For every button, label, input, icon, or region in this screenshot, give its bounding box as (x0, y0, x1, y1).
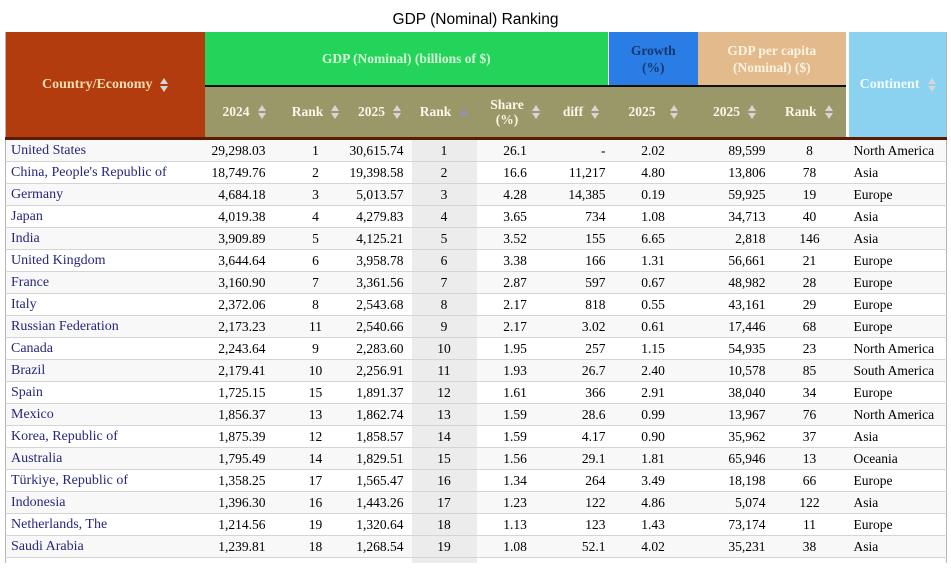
cell-growth-2025: 4.80 (609, 162, 698, 184)
sort-arrows-icon (160, 78, 168, 92)
group-header-growth (609, 32, 698, 86)
column-header-gdp-2025-label: 2025 (358, 104, 385, 119)
cell-per-capita-rank: 66 (772, 470, 848, 492)
cell-gdp-2025: 4,279.83 (348, 206, 412, 228)
cell-growth-2025: 0.99 (609, 404, 698, 426)
cell-rank-2024: 17 (284, 470, 348, 492)
cell-per-capita-2025: 5,074 (698, 492, 772, 514)
cell-diff: 818 (554, 294, 609, 316)
cell-continent: Europe (848, 272, 947, 294)
cell-growth-2025: 4.86 (609, 492, 698, 514)
cell-gdp-2024: 1,795.49 (205, 448, 284, 470)
cell-rank-2024: 8 (284, 294, 348, 316)
group-header-gdp-label: GDP (Nominal) (billions of $) (321, 50, 491, 66)
cell-rank-2025: 15 (412, 448, 477, 470)
column-header-share-unit: (%) (495, 112, 519, 127)
cell-diff: 155 (554, 228, 609, 250)
column-header-rank-2024-label: Rank (291, 104, 324, 119)
cell-growth-2025: 1.81 (609, 448, 698, 470)
column-header-gdp-2024[interactable] (205, 86, 284, 139)
cell-gdp-2024: 3,909.89 (205, 228, 284, 250)
table-row (6, 448, 947, 470)
cell-gdp-2025: 2,283.60 (348, 338, 412, 360)
cell-per-capita-rank: 68 (772, 316, 848, 338)
cell-growth-2025 (609, 558, 698, 564)
cell-continent: Asia (848, 536, 947, 558)
cell-share: 1.23 (477, 492, 554, 514)
cell-diff: 122 (554, 492, 609, 514)
cell-rank-2024: 4 (284, 206, 348, 228)
cell-continent: Oceania (848, 448, 947, 470)
cell-rank-2025: 5 (412, 228, 477, 250)
cell-rank-2024: 1 (284, 139, 348, 162)
cell-diff: - (554, 139, 609, 162)
column-header-growth-2025[interactable] (609, 86, 698, 139)
cell-per-capita-rank: 40 (772, 206, 848, 228)
cell-gdp-2024: 1,725.15 (205, 382, 284, 404)
column-header-diff[interactable] (554, 86, 609, 139)
cell-gdp-2025 (348, 558, 412, 564)
cell-rank-2025: 17 (412, 492, 477, 514)
column-header-country[interactable] (6, 32, 205, 139)
cell-gdp-2024: 2,372.06 (205, 294, 284, 316)
table-row (6, 470, 947, 492)
column-header-per-capita-rank[interactable] (772, 86, 848, 139)
table-row (6, 184, 947, 206)
cell-growth-2025: 2.02 (609, 139, 698, 162)
cell-gdp-2024: 1,856.37 (205, 404, 284, 426)
country-link[interactable]: Germany (6, 184, 205, 206)
cell-per-capita-rank: 37 (772, 426, 848, 448)
cell-per-capita-2025: 73,174 (698, 514, 772, 536)
cell-rank-2024: 5 (284, 228, 348, 250)
column-header-rank-2025[interactable] (412, 86, 477, 139)
cell-share: 3.52 (477, 228, 554, 250)
group-header-gdp (205, 32, 609, 86)
country-link[interactable]: Mexico (6, 404, 205, 426)
column-header-per-capita-2025-label: 2025 (713, 104, 741, 119)
cell-gdp-2025: 2,540.66 (348, 316, 412, 338)
sort-arrows-icon (393, 105, 401, 119)
cell-per-capita-rank: 34 (772, 382, 848, 404)
country-link[interactable]: Russian Federation (6, 316, 205, 338)
cell-gdp-2024: 1,214.56 (205, 514, 284, 536)
cell-diff: 257 (554, 338, 609, 360)
cell-rank-2025 (412, 558, 477, 564)
country-link[interactable]: Australia (6, 448, 205, 470)
cell-rank-2024: 19 (284, 514, 348, 536)
cell-growth-2025: 0.19 (609, 184, 698, 206)
cell-continent: Europe (848, 514, 947, 536)
sort-arrows-icon (748, 105, 756, 119)
sort-arrows-icon (331, 105, 339, 119)
cell-gdp-2025: 3,361.56 (348, 272, 412, 294)
cell-diff: 52.1 (554, 536, 609, 558)
cell-gdp-2024: 3,644.64 (205, 250, 284, 272)
cell-rank-2024: 16 (284, 492, 348, 514)
cell-growth-2025: 6.65 (609, 228, 698, 250)
cell-share: 1.59 (477, 404, 554, 426)
cell-share: 1.34 (477, 470, 554, 492)
cell-per-capita-rank (772, 558, 848, 564)
cell-per-capita-2025: 18,198 (698, 470, 772, 492)
cell-rank-2024: 9 (284, 338, 348, 360)
table-row (6, 514, 947, 536)
cell-growth-2025: 4.02 (609, 536, 698, 558)
country-link[interactable]: Türkiye, Republic of (6, 470, 205, 492)
sort-arrows-icon (258, 105, 266, 119)
cell-share: 1.08 (477, 536, 554, 558)
cell-per-capita-rank: 23 (772, 338, 848, 360)
cell-rank-2024: 14 (284, 448, 348, 470)
country-link[interactable]: Spain (6, 382, 205, 404)
country-link[interactable]: Netherlands, The (6, 514, 205, 536)
cell-per-capita-rank: 8 (772, 139, 848, 162)
cell-growth-2025: 1.08 (609, 206, 698, 228)
cell-rank-2025: 14 (412, 426, 477, 448)
cell-share: 1.95 (477, 338, 554, 360)
cell-diff: 14,385 (554, 184, 609, 206)
cell-share: 1.13 (477, 514, 554, 536)
cell-per-capita-rank: 122 (772, 492, 848, 514)
cell-rank-2024: 13 (284, 404, 348, 426)
cell-per-capita-rank: 13 (772, 448, 848, 470)
partial-next-row (6, 558, 947, 564)
cell-share: 1.56 (477, 448, 554, 470)
cell-gdp-2024: 1,358.25 (205, 470, 284, 492)
page-title: GDP (Nominal) Ranking (392, 11, 559, 28)
country-link[interactable]: India (6, 228, 205, 250)
cell-gdp-2025: 19,398.58 (348, 162, 412, 184)
cell-per-capita-rank: 28 (772, 272, 848, 294)
cell-per-capita-rank: 76 (772, 404, 848, 426)
cell-gdp-2025: 30,615.74 (348, 139, 412, 162)
column-header-growth-2025-label: 2025 (628, 104, 656, 119)
country-link[interactable]: France (6, 272, 205, 294)
cell-growth-2025: 2.40 (609, 360, 698, 382)
cell-rank-2024: 18 (284, 536, 348, 558)
cell-rank-2024: 10 (284, 360, 348, 382)
cell-rank-2025: 7 (412, 272, 477, 294)
cell-rank-2024: 12 (284, 426, 348, 448)
cell-continent: Asia (848, 206, 947, 228)
column-header-share[interactable] (477, 86, 554, 139)
table-row (6, 139, 947, 162)
cell-per-capita-rank: 146 (772, 228, 848, 250)
cell-gdp-2024: 1,239.81 (205, 536, 284, 558)
cell-rank-2025: 3 (412, 184, 477, 206)
cell-diff: 597 (554, 272, 609, 294)
cell-gdp-2025: 3,958.78 (348, 250, 412, 272)
cell-gdp-2024: 4,684.18 (205, 184, 284, 206)
column-header-per-capita-rank-label: Rank (785, 104, 817, 119)
column-header-continent-label: Continent (859, 76, 920, 92)
group-header-per-capita (698, 32, 848, 86)
column-header-gdp-2024-label: 2024 (222, 104, 250, 119)
cell-growth-2025: 1.31 (609, 250, 698, 272)
cell-share: 3.38 (477, 250, 554, 272)
cell-share: 1.93 (477, 360, 554, 382)
cell-rank-2025: 6 (412, 250, 477, 272)
cell-continent: South America (848, 360, 947, 382)
group-header-per-capita-label: GDP per capita (727, 42, 817, 58)
cell-gdp-2024: 18,749.76 (205, 162, 284, 184)
cell-rank-2025: 12 (412, 382, 477, 404)
cell-share: 1.59 (477, 426, 554, 448)
cell-gdp-2024: 4,019.38 (205, 206, 284, 228)
cell-per-capita-2025: 10,578 (698, 360, 772, 382)
cell-gdp-2024: 2,179.41 (205, 360, 284, 382)
cell-continent: Asia (848, 426, 947, 448)
cell-per-capita-2025: 59,925 (698, 184, 772, 206)
cell-per-capita-rank: 11 (772, 514, 848, 536)
table-row (6, 382, 947, 404)
cell-per-capita-2025: 89,599 (698, 139, 772, 162)
cell-per-capita-rank: 29 (772, 294, 848, 316)
cell-continent: Europe (848, 382, 947, 404)
cell-growth-2025: 0.55 (609, 294, 698, 316)
cell-share (477, 558, 554, 564)
sort-arrows-icon (670, 105, 678, 119)
cell-gdp-2024: 29,298.03 (205, 139, 284, 162)
cell-diff: 28.6 (554, 404, 609, 426)
column-header-country-label: Country/Economy (42, 76, 153, 92)
country-link[interactable]: United States (6, 139, 205, 162)
cell-continent: North America (848, 139, 947, 162)
column-header-diff-label: diff (562, 104, 584, 119)
cell-diff: 3.02 (554, 316, 609, 338)
cell-gdp-2025: 2,543.68 (348, 294, 412, 316)
cell-per-capita-rank: 21 (772, 250, 848, 272)
cell-continent: Europe (848, 184, 947, 206)
cell-continent: Europe (848, 470, 947, 492)
cell-growth-2025: 3.49 (609, 470, 698, 492)
cell-continent: Europe (848, 316, 947, 338)
cell-diff: 26.7 (554, 360, 609, 382)
column-header-rank-2025-label: Rank (419, 104, 452, 119)
cell-continent: Europe (848, 294, 947, 316)
cell-rank-2025: 19 (412, 536, 477, 558)
cell-rank-2025: 8 (412, 294, 477, 316)
cell-rank-2025: 11 (412, 360, 477, 382)
cell-per-capita-2025: 54,935 (698, 338, 772, 360)
cell-gdp-2025: 1,443.26 (348, 492, 412, 514)
cell-growth-2025: 0.67 (609, 272, 698, 294)
sort-arrows-icon (825, 105, 833, 119)
cell-share: 2.17 (477, 294, 554, 316)
column-header-continent[interactable] (848, 32, 947, 139)
cell-rank-2025: 13 (412, 404, 477, 426)
cell-gdp-2024: 2,243.64 (205, 338, 284, 360)
cell-gdp-2024: 2,173.23 (205, 316, 284, 338)
cell-gdp-2024: 3,160.90 (205, 272, 284, 294)
cell-gdp-2024 (205, 558, 284, 564)
cell-per-capita-2025: 38,040 (698, 382, 772, 404)
cell-continent: North America (848, 404, 947, 426)
cell-gdp-2025: 4,125.21 (348, 228, 412, 250)
country-link[interactable]: China, People's Republic of (6, 162, 205, 184)
cell-gdp-2025: 1,858.57 (348, 426, 412, 448)
cell-growth-2025: 0.61 (609, 316, 698, 338)
cell-per-capita-rank: 85 (772, 360, 848, 382)
cell-rank-2025: 9 (412, 316, 477, 338)
sort-arrows-icon (928, 78, 936, 92)
cell-continent: North America (848, 338, 947, 360)
cell-rank-2024: 3 (284, 184, 348, 206)
cell-rank-2025: 18 (412, 514, 477, 536)
cell-share: 2.87 (477, 272, 554, 294)
table-row (6, 404, 947, 426)
cell-continent: Asia (848, 162, 947, 184)
cell-per-capita-2025: 48,982 (698, 272, 772, 294)
cell-gdp-2025: 1,565.47 (348, 470, 412, 492)
cell-diff: 264 (554, 470, 609, 492)
sort-ascending-icon (460, 109, 468, 115)
cell-share: 26.1 (477, 139, 554, 162)
cell-per-capita-rank: 78 (772, 162, 848, 184)
country-link[interactable]: Italy (6, 294, 205, 316)
cell-per-capita-2025: 56,661 (698, 250, 772, 272)
country-link[interactable]: Saudi Arabia (6, 536, 205, 558)
cell-per-capita-rank: 19 (772, 184, 848, 206)
column-header-rank-2024[interactable] (284, 86, 348, 139)
cell-per-capita-2025: 35,231 (698, 536, 772, 558)
country-link[interactable]: Indonesia (6, 492, 205, 514)
cell-share: 3.65 (477, 206, 554, 228)
cell-diff: 11,217 (554, 162, 609, 184)
column-header-per-capita-2025[interactable] (698, 86, 772, 139)
cell-share: 2.17 (477, 316, 554, 338)
cell-diff: 734 (554, 206, 609, 228)
column-header-share-label: Share (490, 97, 524, 112)
cell-per-capita-2025: 13,967 (698, 404, 772, 426)
table-row (6, 426, 947, 448)
cell-rank-2025: 4 (412, 206, 477, 228)
table-row (6, 316, 947, 338)
cell-diff: 123 (554, 514, 609, 536)
table-row (6, 536, 947, 558)
cell-share: 4.28 (477, 184, 554, 206)
table-row (6, 338, 947, 360)
cell-per-capita-2025: 34,713 (698, 206, 772, 228)
cell-gdp-2025: 1,862.74 (348, 404, 412, 426)
cell-diff: 166 (554, 250, 609, 272)
cell-rank-2024: 6 (284, 250, 348, 272)
cell-diff: 4.17 (554, 426, 609, 448)
column-header-gdp-2025[interactable] (348, 86, 412, 139)
country-link (6, 558, 205, 564)
country-link[interactable]: Canada (6, 338, 205, 360)
cell-gdp-2024: 1,396.30 (205, 492, 284, 514)
gdp-ranking-table (5, 32, 947, 563)
cell-growth-2025: 1.43 (609, 514, 698, 536)
cell-gdp-2025: 5,013.57 (348, 184, 412, 206)
sort-arrows-icon (532, 105, 540, 119)
cell-rank-2024: 11 (284, 316, 348, 338)
table-row (6, 206, 947, 228)
group-header-growth-label: Growth (630, 42, 676, 58)
cell-diff (554, 558, 609, 564)
cell-per-capita-2025: 17,446 (698, 316, 772, 338)
cell-continent: Asia (848, 228, 947, 250)
cell-per-capita-2025: 35,962 (698, 426, 772, 448)
cell-growth-2025: 1.15 (609, 338, 698, 360)
group-header-growth-unit: (%) (642, 59, 665, 75)
cell-rank-2025: 16 (412, 470, 477, 492)
country-link[interactable]: Brazil (6, 360, 205, 382)
cell-per-capita-2025: 13,806 (698, 162, 772, 184)
cell-per-capita-2025: 2,818 (698, 228, 772, 250)
table-row (6, 492, 947, 514)
cell-share: 1.61 (477, 382, 554, 404)
cell-rank-2024: 7 (284, 272, 348, 294)
cell-gdp-2025: 2,256.91 (348, 360, 412, 382)
cell-continent: Europe (848, 250, 947, 272)
cell-continent: Asia (848, 492, 947, 514)
cell-gdp-2024: 1,875.39 (205, 426, 284, 448)
cell-gdp-2025: 1,829.51 (348, 448, 412, 470)
cell-continent (848, 558, 947, 564)
cell-growth-2025: 2.91 (609, 382, 698, 404)
table-row (6, 272, 947, 294)
cell-diff: 29.1 (554, 448, 609, 470)
cell-per-capita-rank: 38 (772, 536, 848, 558)
cell-gdp-2025: 1,268.54 (348, 536, 412, 558)
cell-per-capita-2025: 43,161 (698, 294, 772, 316)
table-row (6, 360, 947, 382)
cell-rank-2025: 2 (412, 162, 477, 184)
table-row (6, 250, 947, 272)
country-link[interactable]: Korea, Republic of (6, 426, 205, 448)
cell-rank-2024: 15 (284, 382, 348, 404)
sort-arrows-icon (591, 105, 599, 119)
cell-share: 16.6 (477, 162, 554, 184)
cell-rank-2024: 2 (284, 162, 348, 184)
cell-rank-2025: 10 (412, 338, 477, 360)
group-header-per-capita-unit: (Nominal) ($) (732, 59, 811, 75)
cell-gdp-2025: 1,320.64 (348, 514, 412, 536)
cell-gdp-2025: 1,891.37 (348, 382, 412, 404)
cell-growth-2025: 0.90 (609, 426, 698, 448)
cell-per-capita-2025: 65,946 (698, 448, 772, 470)
table-row (6, 228, 947, 250)
table-row (6, 294, 947, 316)
cell-rank-2024 (284, 558, 348, 564)
cell-rank-2025: 1 (412, 139, 477, 162)
cell-diff: 366 (554, 382, 609, 404)
cell-per-capita-2025 (698, 558, 772, 564)
group-header-row (6, 32, 947, 86)
table-row (6, 162, 947, 184)
country-link[interactable]: United Kingdom (6, 250, 205, 272)
country-link[interactable]: Japan (6, 206, 205, 228)
